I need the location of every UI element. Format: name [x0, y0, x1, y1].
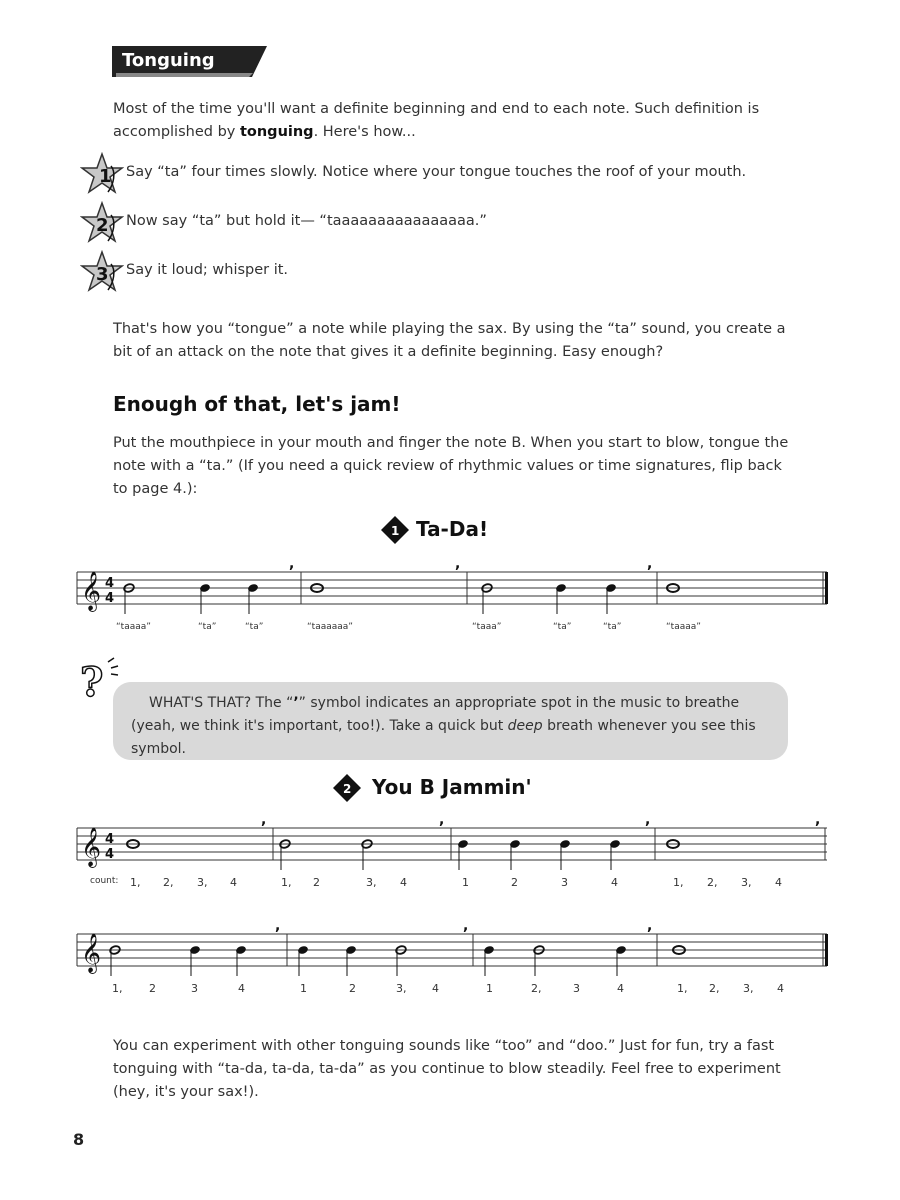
closing-paragraph: You can experiment with other tonguing sounds like “too” and “doo.” Just for fun, try a fast tonguing with “ta-da, ta-da, ta-da” as you continue to blow steadily. Feel free to experiment (hey, it's your sax!). — [113, 1038, 781, 1100]
section-tag — [112, 46, 267, 77]
syllable-label: “ta” — [603, 622, 622, 632]
breath-mark-icon: , — [289, 560, 295, 572]
diamond-icon — [332, 773, 362, 803]
step-text: Say it loud; whisper it. — [126, 262, 289, 278]
step-3 — [80, 250, 780, 296]
svg-text:,: , — [275, 922, 281, 934]
jam-paragraph: Put the mouthpiece in your mouth and finger the note B. When you start to blow, tongue the note with a “ta.” (If you need a quick review of rhythmic values or time signatures, flip back to page 4.): — [113, 435, 789, 497]
syllable-label: “taaa” — [472, 622, 502, 632]
whats-that-callout — [113, 682, 788, 760]
explanation-paragraph: That's how you “tongue” a note while playing the sax. By using the “ta” sound, you create a bit of an attack on the note that gives it a definite beginning. Easy enough? — [113, 321, 786, 360]
intro-text-1: Most of the time you'll want a definite beginning and end to each note. Such definition is accomplished by — [113, 101, 760, 140]
song-2-title: You B Jammin' — [372, 775, 532, 799]
breath-symbol: ’ — [293, 695, 299, 711]
staff-2-row-2 — [75, 922, 835, 982]
syllable-label: “taaaaaa” — [307, 622, 353, 632]
treble-clef-icon: 𝄞 — [81, 827, 102, 867]
staff-1 — [75, 560, 835, 620]
step-text: Say “ta” four times slowly. Notice where your tongue touches the roof of your mouth. — [126, 164, 747, 180]
step-1 — [80, 152, 780, 198]
staff-2-row-1 — [75, 816, 835, 876]
syllable-label: “taaaa” — [666, 622, 701, 632]
callout-text: WHAT'S THAT? The “’” symbol indicates an appropriate spot in the music to breathe (yeah, we think it's important, too!). Take a quick but deep breath whenever you see this symbol. — [131, 695, 756, 757]
intro-bold-term: tonguing — [239, 124, 314, 140]
step-2 — [80, 201, 780, 247]
breath-mark-icon: , — [455, 560, 461, 572]
jam-heading: Enough of that, let's jam! — [113, 392, 401, 416]
star-icon — [80, 201, 124, 245]
svg-text:,: , — [463, 922, 469, 934]
treble-clef-icon: 𝄞 — [81, 571, 102, 611]
svg-text:?: ? — [80, 659, 104, 706]
breath-marks — [275, 922, 652, 934]
svg-text:,: , — [439, 816, 445, 828]
song-2-number: 2 — [343, 782, 352, 796]
svg-text:4: 4 — [105, 832, 115, 847]
intro-text-2: . Here's how... — [313, 124, 416, 140]
song-1-number: 1 — [391, 524, 400, 538]
svg-text:4: 4 — [105, 847, 115, 862]
step-number: 2 — [96, 215, 109, 236]
star-icon — [80, 250, 124, 294]
step-text: Now say “ta” but hold it— “taaaaaaaaaaaaaaaa.” — [126, 213, 487, 229]
syllable-label: “taaaa” — [116, 622, 151, 632]
step-number: 3 — [96, 264, 109, 285]
syllable-label: “ta” — [198, 622, 217, 632]
svg-text:4: 4 — [105, 576, 115, 591]
count-label: count: — [90, 876, 119, 886]
section-tag-label: Tonguing — [122, 50, 215, 71]
treble-clef-icon: 𝄞 — [81, 933, 102, 973]
breath-mark-icon: , — [647, 560, 653, 572]
syllable-label: “ta” — [245, 622, 264, 632]
svg-text:4: 4 — [105, 591, 115, 606]
intro-paragraph — [113, 98, 793, 144]
page-number: 8 — [73, 1130, 85, 1149]
step-number: 1 — [99, 166, 112, 187]
diamond-icon — [380, 515, 410, 545]
svg-text:,: , — [645, 816, 651, 828]
svg-text:,: , — [815, 816, 821, 828]
svg-text:,: , — [261, 816, 267, 828]
breath-marks — [289, 560, 652, 572]
breath-marks — [261, 816, 820, 828]
song-1-title: Ta-Da! — [416, 517, 489, 541]
star-icon — [80, 152, 124, 196]
syllable-label: “ta” — [553, 622, 572, 632]
svg-text:,: , — [647, 922, 653, 934]
